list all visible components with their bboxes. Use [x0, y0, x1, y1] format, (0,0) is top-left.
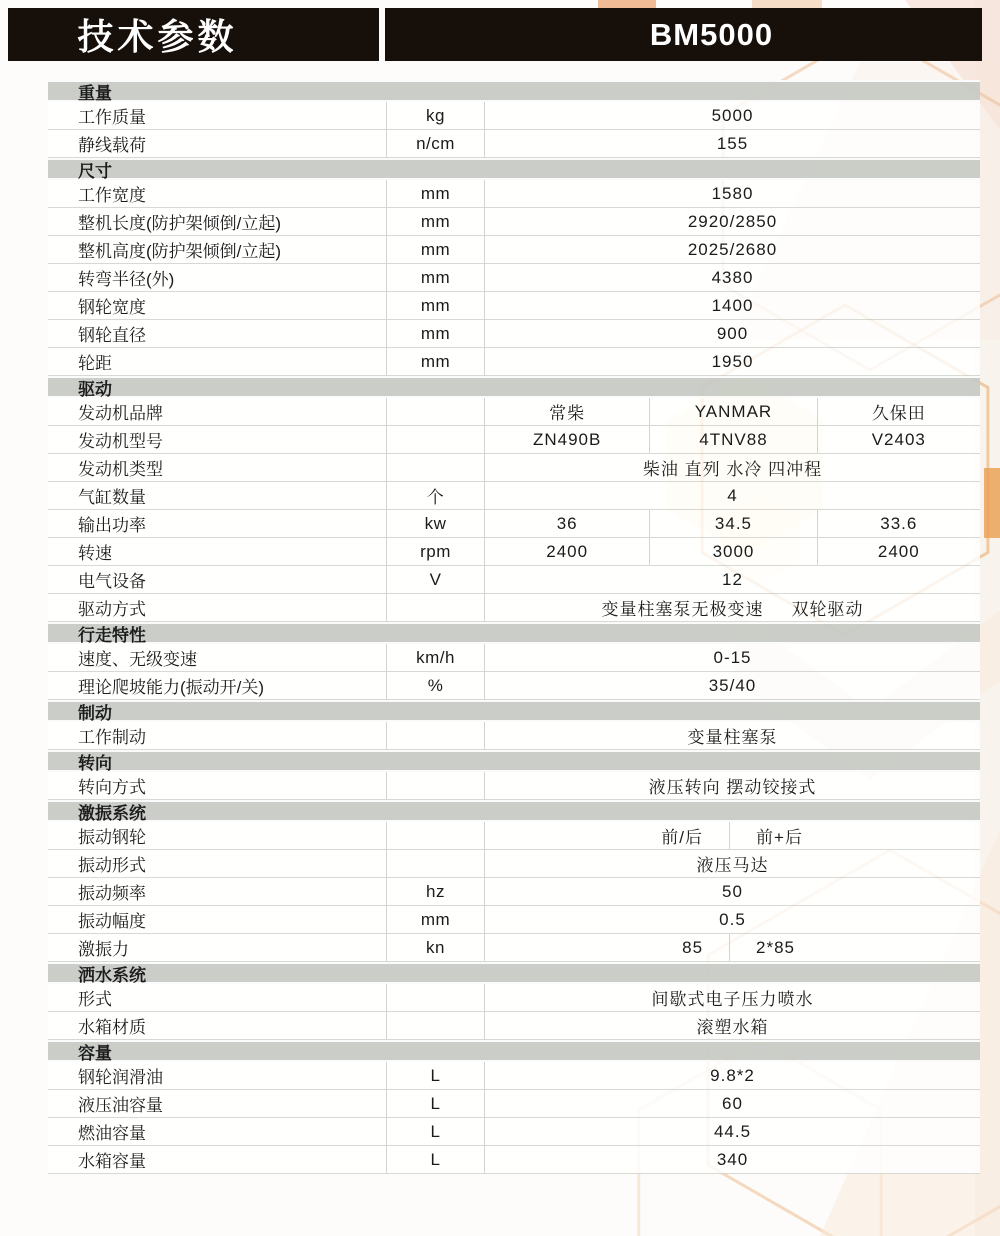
spec-value-col: YANMAR [649, 398, 817, 425]
spec-value-col: 2400 [877, 541, 920, 561]
spec-label: 振动形式 [78, 856, 146, 875]
spec-value-text: 0-15 [713, 647, 752, 667]
spec-unit: kw [386, 510, 485, 537]
spec-value-text: 2920/2850 [687, 211, 778, 231]
spec-row [48, 320, 980, 348]
spec-value [485, 482, 980, 509]
spec-value [485, 454, 980, 481]
spec-row [48, 180, 980, 208]
spec-label: 速度、无级变速 [78, 650, 197, 669]
spec-label: 电气设备 [78, 572, 146, 591]
spec-value [485, 672, 980, 699]
spec-unit: % [386, 672, 485, 699]
spec-value [485, 1012, 980, 1039]
title-banner [8, 8, 982, 61]
section-header: 制动 [48, 700, 980, 722]
spec-row [48, 594, 980, 622]
spec-value-text: 12 [722, 569, 743, 589]
spec-label: 燃油容量 [78, 1124, 146, 1143]
section-header: 容量 [48, 1040, 980, 1062]
spec-value [485, 772, 980, 799]
section-header: 行走特性 [48, 622, 980, 644]
spec-value-text: 155 [716, 133, 749, 153]
spec-unit [386, 1012, 485, 1039]
spec-value-text: 35/40 [708, 675, 757, 695]
spec-row [48, 878, 980, 906]
spec-value [485, 292, 980, 319]
spec-unit: mm [386, 180, 485, 207]
spec-value [485, 934, 980, 961]
spec-unit: L [386, 1062, 485, 1089]
spec-row [48, 398, 980, 426]
spec-value-text: 液压转向 摆动铰接式 [648, 778, 817, 797]
spec-label: 钢轮宽度 [78, 298, 146, 317]
spec-unit: 个 [386, 482, 485, 509]
spec-value-text: 4380 [711, 267, 754, 287]
spec-label: 静线载荷 [78, 136, 146, 155]
spec-label: 发动机类型 [78, 460, 163, 479]
spec-value-text: 4 [727, 485, 738, 505]
spec-value-text: 1580 [711, 183, 754, 203]
spec-value-col: 34.5 [649, 510, 817, 537]
spec-unit: V [386, 566, 485, 593]
spec-value-col: V2403 [871, 429, 926, 449]
spec-unit: mm [386, 208, 485, 235]
spec-value [485, 1062, 980, 1089]
spec-value [485, 850, 980, 877]
spec-label: 整机高度(防护架倾倒/立起) [78, 242, 282, 261]
spec-label: 振动钢轮 [78, 828, 146, 847]
spec-row [48, 130, 980, 158]
spec-value [485, 644, 980, 671]
spec-label: 振动频率 [78, 884, 146, 903]
spec-row [48, 292, 980, 320]
spec-value-pair [485, 594, 980, 621]
spec-label: 理论爬坡能力(振动开/关) [78, 678, 265, 697]
spec-label: 整机长度(防护架倾倒/立起) [78, 214, 282, 233]
spec-value [485, 566, 980, 593]
page-title: 技术参数 [77, 16, 238, 57]
spec-value-col: 4TNV88 [649, 426, 817, 453]
spec-row [48, 208, 980, 236]
spec-row [48, 906, 980, 934]
spec-unit: mm [386, 906, 485, 933]
spec-value-text: 5000 [711, 105, 754, 125]
spec-value-text: 变量柱塞泵无极变速 [601, 600, 764, 619]
spec-value [485, 320, 980, 347]
spec-row [48, 236, 980, 264]
spec-value [485, 878, 980, 905]
section-header: 洒水系统 [48, 962, 980, 984]
spec-value-text: 双轮驱动 [791, 600, 864, 619]
spec-value [485, 1146, 980, 1173]
spec-label: 钢轮润滑油 [78, 1068, 163, 1087]
spec-row [48, 482, 980, 510]
spec-label: 工作质量 [78, 108, 146, 127]
spec-label: 钢轮直径 [78, 326, 146, 345]
spec-row [48, 722, 980, 750]
spec-unit: mm [386, 320, 485, 347]
spec-value [485, 398, 980, 425]
spec-value [485, 130, 980, 157]
spec-label: 水箱容量 [78, 1152, 146, 1171]
spec-label: 驱动方式 [78, 600, 146, 619]
spec-value-text: 9.8*2 [710, 1065, 755, 1085]
spec-value-text: 1400 [711, 295, 754, 315]
spec-label: 工作制动 [78, 728, 146, 747]
spec-unit [386, 822, 485, 849]
spec-value [485, 1090, 980, 1117]
section-header: 重量 [48, 80, 980, 102]
section-header: 激振系统 [48, 800, 980, 822]
spec-value-col: 前+后 [729, 822, 980, 849]
spec-unit: hz [386, 878, 485, 905]
spec-value [485, 510, 980, 537]
spec-value-text: 60 [722, 1093, 743, 1113]
spec-row [48, 822, 980, 850]
spec-value-text: 滚塑水箱 [696, 1018, 769, 1037]
spec-row [48, 850, 980, 878]
spec-label: 振动幅度 [78, 912, 146, 931]
spec-value-text: 900 [716, 323, 749, 343]
spec-row [48, 348, 980, 376]
spec-unit: kn [386, 934, 485, 961]
spec-unit [386, 594, 485, 621]
spec-value-text: 44.5 [713, 1121, 752, 1141]
spec-value-col: 3000 [649, 538, 817, 565]
spec-value-col: 33.6 [880, 513, 918, 533]
spec-row [48, 1090, 980, 1118]
spec-value-col: 常柴 [549, 404, 586, 423]
spec-value-text: 50 [722, 881, 743, 901]
spec-value [485, 822, 980, 849]
spec-value-col: 前/后 [661, 828, 704, 847]
spec-unit [386, 984, 485, 1011]
spec-value [485, 236, 980, 263]
page-title-block [8, 8, 379, 61]
spec-value-text: 间歇式电子压力喷水 [651, 990, 814, 1009]
spec-row [48, 102, 980, 130]
spec-unit [386, 722, 485, 749]
spec-unit: mm [386, 264, 485, 291]
spec-value-text: 340 [716, 1149, 749, 1169]
spec-unit [386, 772, 485, 799]
model-name: BM5000 [649, 16, 774, 52]
spec-unit [386, 398, 485, 425]
spec-value-col: 2*85 [729, 934, 980, 961]
spec-label: 发动机品牌 [78, 404, 163, 423]
spec-label: 液压油容量 [78, 1096, 163, 1115]
spec-value [485, 984, 980, 1011]
spec-value-text: 2025/2680 [687, 239, 778, 259]
spec-row [48, 672, 980, 700]
spec-unit [386, 850, 485, 877]
section-header: 驱动 [48, 376, 980, 398]
model-block [385, 8, 982, 61]
spec-row [48, 984, 980, 1012]
spec-unit: L [386, 1146, 485, 1173]
spec-value [485, 722, 980, 749]
spec-label: 发动机型号 [78, 432, 163, 451]
spec-value-text: 1950 [711, 351, 754, 371]
spec-unit: mm [386, 292, 485, 319]
spec-unit [386, 454, 485, 481]
spec-label: 转速 [78, 544, 112, 563]
spec-row [48, 934, 980, 962]
spec-value [485, 426, 980, 453]
spec-value-text: 变量柱塞泵 [687, 728, 778, 747]
spec-value-text: 柴油 直列 水冷 四冲程 [642, 460, 823, 479]
spec-label: 气缸数量 [78, 488, 146, 507]
spec-row [48, 426, 980, 454]
spec-unit: km/h [386, 644, 485, 671]
spec-value [485, 264, 980, 291]
spec-value [485, 594, 980, 621]
spec-value-col: 85 [682, 937, 704, 957]
spec-row [48, 1012, 980, 1040]
spec-table [48, 80, 980, 1174]
spec-value-text: 0.5 [719, 909, 746, 929]
spec-row [48, 566, 980, 594]
spec-unit: n/cm [386, 130, 485, 157]
section-header: 尺寸 [48, 158, 980, 180]
spec-unit: mm [386, 236, 485, 263]
spec-value [485, 180, 980, 207]
spec-value-col: 久保田 [871, 404, 926, 423]
spec-unit: mm [386, 348, 485, 375]
spec-value [485, 102, 980, 129]
spec-label: 转弯半径(外) [78, 270, 175, 289]
spec-label: 激振力 [78, 940, 129, 959]
spec-label: 形式 [78, 990, 112, 1009]
spec-unit: kg [386, 102, 485, 129]
spec-unit: L [386, 1118, 485, 1145]
spec-value-col: 2400 [546, 541, 589, 561]
spec-unit: L [386, 1090, 485, 1117]
spec-row [48, 510, 980, 538]
spec-value [485, 348, 980, 375]
spec-unit: rpm [386, 538, 485, 565]
spec-value-col: 36 [556, 513, 578, 533]
spec-label: 工作宽度 [78, 186, 146, 205]
spec-value [485, 906, 980, 933]
spec-label: 水箱材质 [78, 1018, 146, 1037]
spec-unit [386, 426, 485, 453]
spec-row [48, 538, 980, 566]
spec-value [485, 538, 980, 565]
spec-label: 转向方式 [78, 778, 146, 797]
spec-row [48, 454, 980, 482]
spec-value [485, 1118, 980, 1145]
spec-value-col: ZN490B [532, 429, 602, 449]
spec-label: 输出功率 [78, 516, 146, 535]
section-header: 转向 [48, 750, 980, 772]
spec-row [48, 264, 980, 292]
spec-row [48, 772, 980, 800]
spec-row [48, 644, 980, 672]
spec-row [48, 1062, 980, 1090]
spec-label: 轮距 [78, 354, 112, 373]
spec-row [48, 1118, 980, 1146]
spec-row [48, 1146, 980, 1174]
spec-value [485, 208, 980, 235]
spec-value-text: 液压马达 [696, 856, 769, 875]
